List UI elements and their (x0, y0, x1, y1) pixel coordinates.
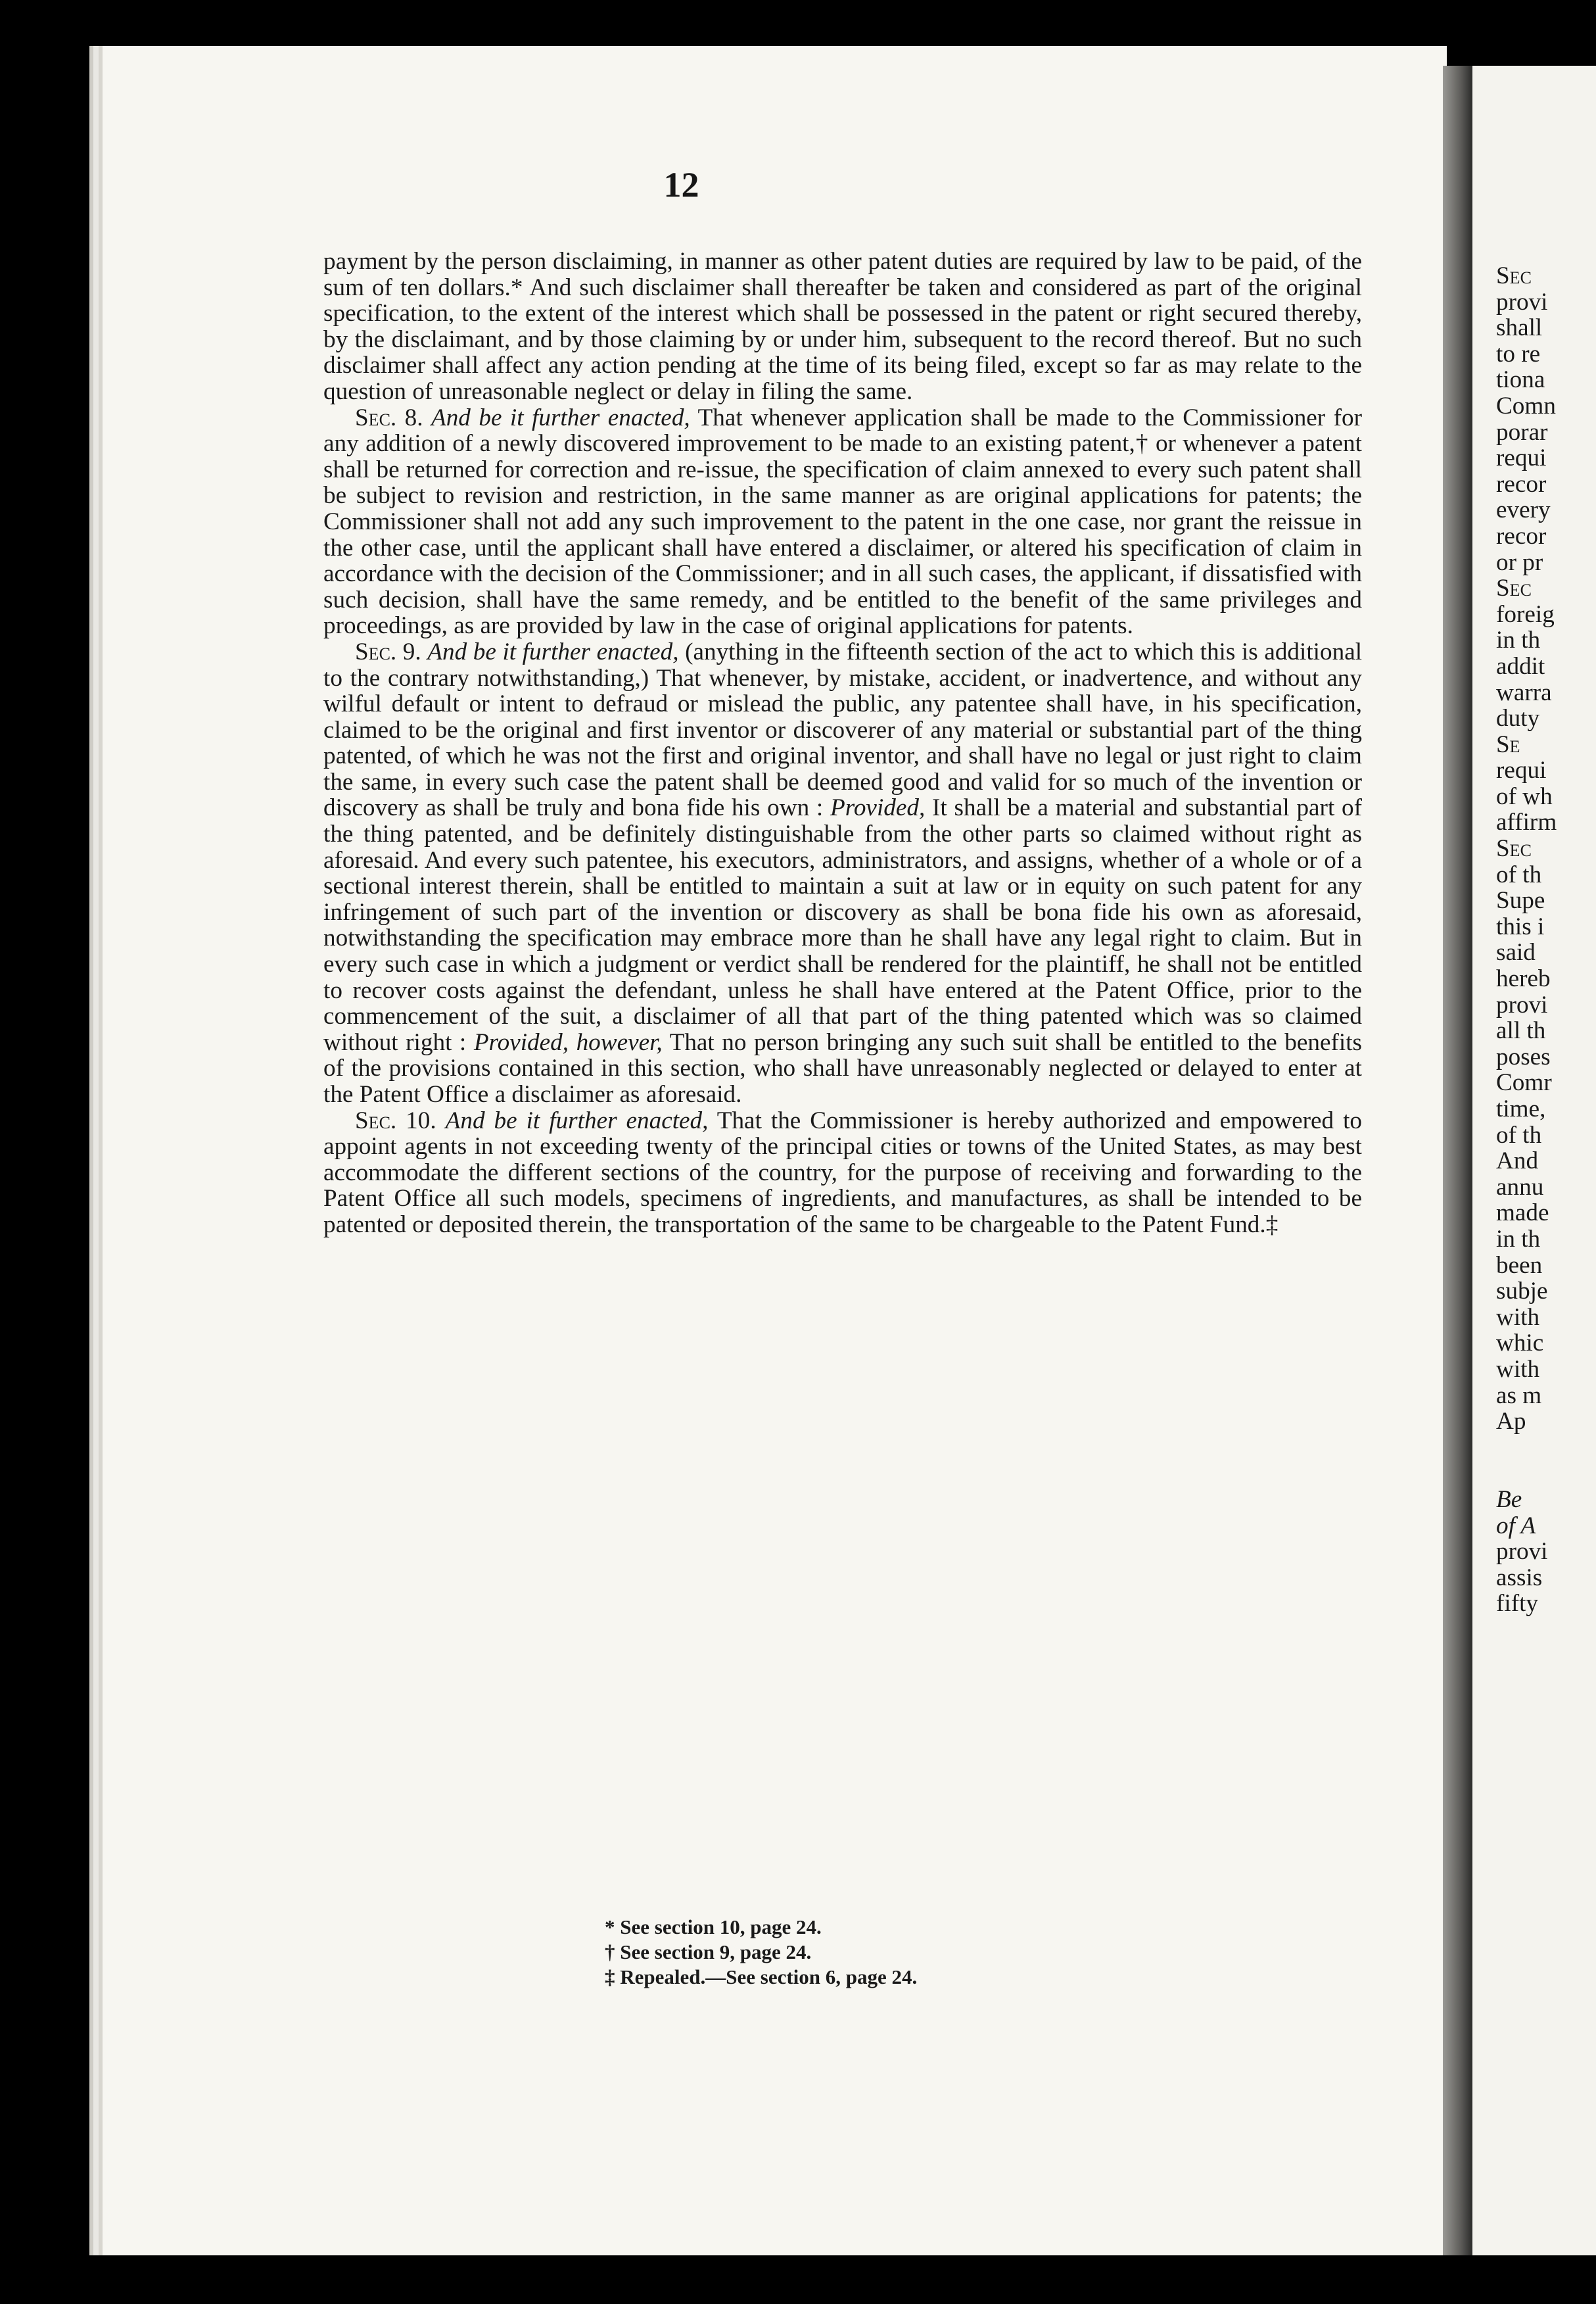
section-8 (323, 405, 1362, 639)
right-page-fragment: in th (1496, 1225, 1541, 1253)
right-page-fragment: provi (1496, 991, 1548, 1019)
section-9-text-part-3: That no person bringing any such suit shall be entitled to the benefits of the provisions contained in this section, who shall have unreasonably neglected or delayed to enter at the Patent Office a disclaimer as aforesaid. (323, 1028, 1363, 1108)
right-page-fragment: addit (1496, 652, 1545, 680)
right-page-fragment: of wh (1496, 782, 1553, 810)
right-page-fragment: requi (1496, 757, 1547, 784)
right-page-fragment: subje (1496, 1278, 1548, 1305)
section-10 (323, 1108, 1362, 1238)
right-page-text-fragments (1496, 263, 1557, 1617)
body-text (323, 249, 1362, 1238)
section-9-proviso-1: Provided, (830, 794, 926, 822)
right-page-fragment: Ap (1496, 1408, 1526, 1435)
section-9-text-part-2: It shall be a material and substantial part of the thing patented, and be definitely distinguishable from the other parts so claimed without right as aforesaid. And every such patentee, his executors, administrators, and assigns, whether of a whole or of a sectional interest therein, shall be entitled to maintain a suit at law or in equity on such patent for any infringement of such part of the invention or discovery as shall be bona fide his own as aforesaid, notwithstanding the specification may embrace more than he shall have any legal right to claim. But in every such case in which a judgment or verdict shall be rendered for the plaintiff, he shall not be entitled to recover costs against the defendant, unless he shall have entered at the Patent Office, prior to the commencement of the suit, a disclaimer of all that part of the thing patented which was so claimed without right : (323, 794, 1363, 1056)
right-page-fragment: Supe (1496, 887, 1545, 915)
section-9 (323, 639, 1362, 1108)
right-page-fragment: assis (1496, 1564, 1543, 1591)
right-page-fragment: And (1496, 1147, 1539, 1175)
right-page-fragment: requi (1496, 444, 1547, 472)
right-page-fragment: Sec (1496, 575, 1532, 602)
right-page-fragment: Be (1496, 1485, 1522, 1513)
right-page-fragment: provi (1496, 1538, 1548, 1566)
intro-paragraph: payment by the person disclaiming, in manner as other patent duties are required by law to be paid, of the sum of ten dollars.* And such disclaimer shall thereafter be taken and considered as part of the original specification, to the extent of the interest which shall be possessed in the patent or right secured thereby, by the disclaimant, and by those claiming by or under him, subsequent to the record thereof. But no such disclaimer shall affect any action pending at the time of its being filed, except so far as may relate to the question of unreasonable neglect or delay in filing the same. (323, 248, 1362, 405)
right-page-fragment: poses (1496, 1043, 1551, 1070)
right-page-fragment: Comn (1496, 392, 1556, 420)
right-page-fragment: to re (1496, 340, 1541, 368)
right-page-fragment: warra (1496, 679, 1552, 706)
right-page-fragment: of A (1496, 1512, 1536, 1539)
right-page-fragment: as m (1496, 1381, 1542, 1409)
footnote-2: † See section 9, page 24. (605, 1940, 812, 1963)
right-page-fragment: affirm (1496, 809, 1557, 836)
section-9-label: Sec. 9. (355, 638, 421, 665)
right-page-fragment: fifty (1496, 1590, 1539, 1618)
footnote-1: * See section 10, page 24. (605, 1915, 822, 1938)
right-page-fragment (1496, 1435, 1557, 1461)
right-page-fragment (1496, 1460, 1557, 1487)
section-9-text-part-1: (anything in the fifteenth section of the act to which this is additional to the contrary notwithstanding,) That whenever, by mistake, accident, or inadvertence, and without any wilful default or intent to defraud or mislead the public, any patentee shall have, in his specification, claimed to be the original and first inventor or discoverer of any material or substantial part of the thing patented, of which he was not the first and original inventor, and shall have no legal or just right to claim the same, in every such case the patent shall be deemed good and valid for so much of the invention or discovery as shall be truly and bona fide his own : (323, 638, 1363, 822)
right-page-fragment: with (1496, 1303, 1540, 1331)
footnotes (605, 1915, 917, 1990)
section-9-enacting-clause: And be it further enacted, (427, 638, 679, 665)
right-page-fragment: Se (1496, 731, 1520, 758)
section-10-label: Sec. 10. (355, 1107, 436, 1134)
section-8-enacting-clause: And be it further enacted, (431, 404, 690, 431)
section-10-text: That the Commissioner is hereby authorized and empowered to appoint agents in not exceeding twenty of the principal cities or towns of the United States, as may best accommodate the different sections of the country, for the purpose of receiving and forwarding to the Patent Office all such models, specimens of ingredients, and manufactures, as shall be intended to be patented or deposited therein, the transportation of the same to be chargeable to the Patent Fund.‡ (323, 1107, 1363, 1238)
right-page-fragment: recor (1496, 522, 1547, 550)
right-page-fragment: provi (1496, 288, 1548, 316)
right-page-fragment: recor (1496, 470, 1547, 498)
right-page-fragment: been (1496, 1251, 1543, 1279)
right-page-fragment: of th (1496, 1121, 1542, 1149)
book-gutter (1443, 66, 1472, 2255)
section-8-text: That whenever application shall be made to the Commissioner for any addition of a newly discovered improvement to be made to an existing patent,† or whenever a patent shall be returned for correction and re-issue, the specification of claim annexed to every such patent shall be subject to revision and restriction, in the same manner as are original applications for patents; the Commissioner shall not add any such improvement to the patent in the one case, nor grant the reissue in the other case, until the applicant shall have entered a disclaimer, or altered his specification of claim in accordance with the decision of the Commissioner; and in all such cases, the applicant, if dissatisfied with such decision, shall have the same remedy, and be entitled to the benefit of the same privileges and proceedings, as are provided by law in the case of original applications for patents. (323, 404, 1362, 640)
right-page-fragment: duty (1496, 705, 1540, 732)
page-number: 12 (663, 165, 699, 204)
right-page-fragment: made (1496, 1199, 1549, 1227)
footnote-3: ‡ Repealed.—See section 6, page 24. (605, 1965, 918, 1988)
right-page-fragment: annu (1496, 1173, 1544, 1201)
right-page-fragment: time, (1496, 1095, 1546, 1122)
right-page-fragment: this i (1496, 913, 1545, 940)
right-page-fragment: tiona (1496, 366, 1545, 394)
right-page-fragment: foreig (1496, 600, 1555, 628)
right-page-fragment: whic (1496, 1330, 1544, 1357)
section-8-label: Sec. 8. (355, 404, 423, 431)
right-page-fragment: every (1496, 496, 1551, 524)
right-page-fragment: said (1496, 939, 1536, 967)
right-page-fragment: of th (1496, 861, 1542, 888)
right-page-fragment: Sec (1496, 835, 1532, 863)
right-page-fragment: Comr (1496, 1069, 1552, 1097)
right-page-fragment: Sec (1496, 262, 1532, 289)
section-9-proviso-2: Provided, however, (473, 1028, 663, 1056)
right-page-fragment: all th (1496, 1017, 1546, 1045)
right-page-fragment: porar (1496, 418, 1548, 446)
right-page-fragment: in th (1496, 627, 1541, 654)
right-page-fragment: shall (1496, 314, 1543, 342)
right-page-fragment: hereb (1496, 965, 1551, 993)
section-10-enacting-clause: And be it further enacted, (445, 1107, 709, 1134)
right-page-fragment: with (1496, 1355, 1540, 1383)
right-page-fragment: or pr (1496, 548, 1543, 576)
